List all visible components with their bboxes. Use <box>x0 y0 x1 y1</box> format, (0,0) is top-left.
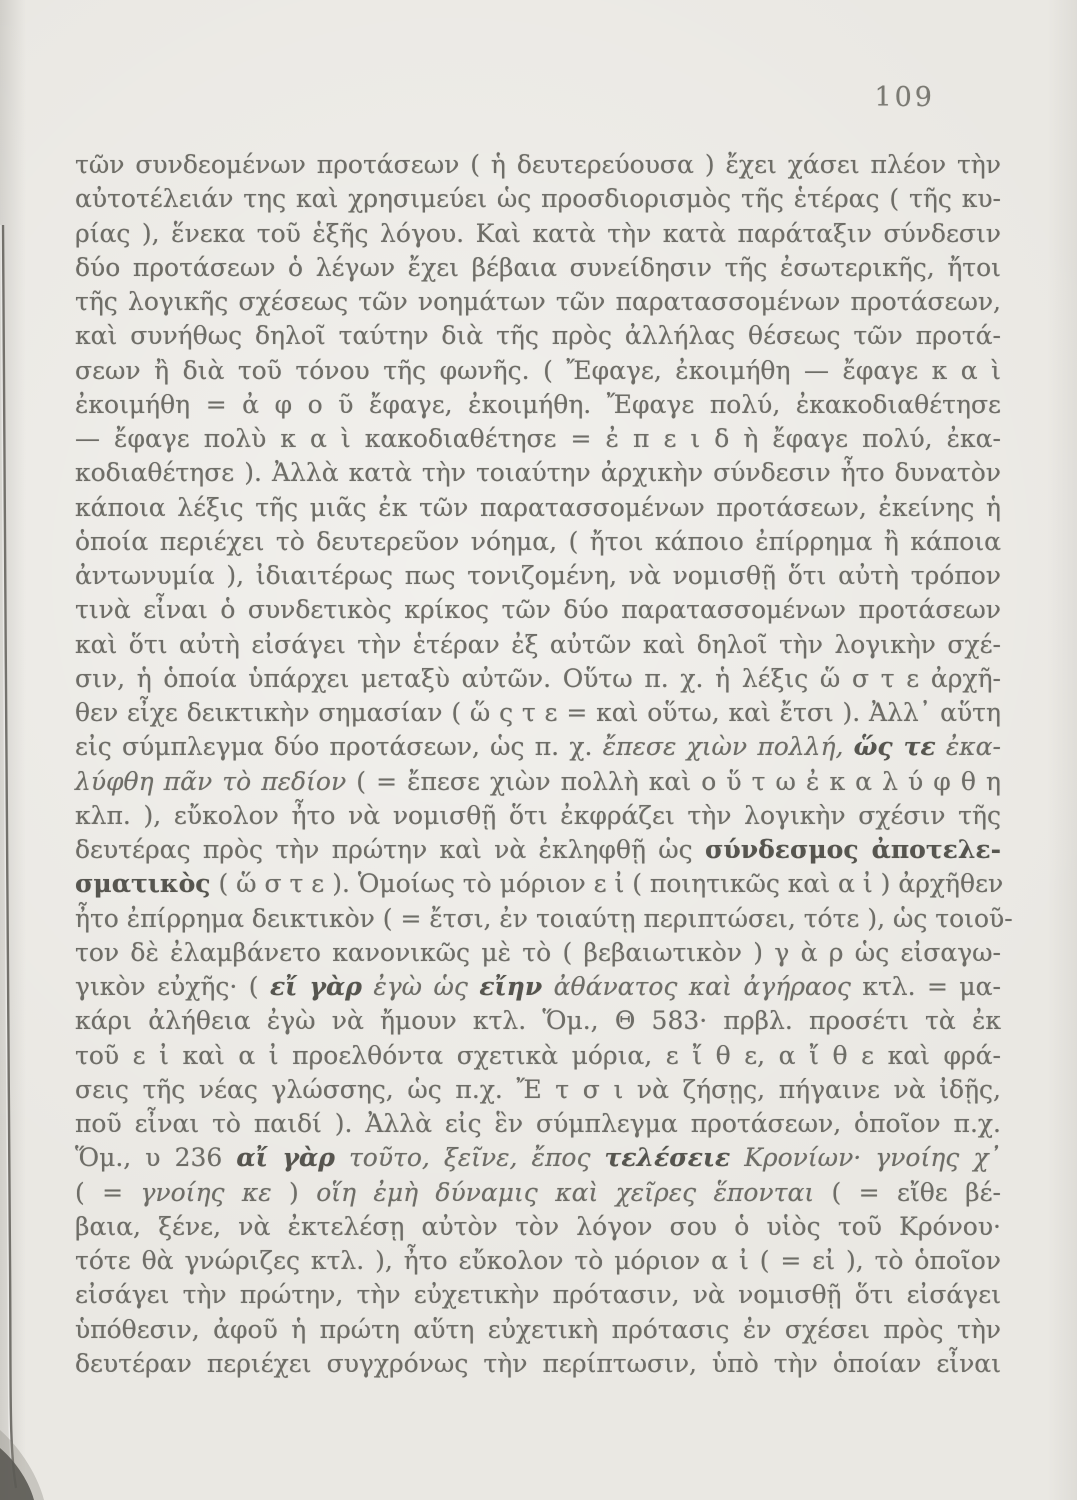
text-run: ( = εἴθε βέ- <box>814 1177 1001 1207</box>
text-run-bi: εἴ γὰρ <box>269 972 362 1001</box>
text-line <box>75 1004 1001 1038</box>
text-line <box>75 354 1001 388</box>
text-line <box>75 628 1001 662</box>
text-line <box>75 799 1001 833</box>
text-line <box>75 1244 1001 1278</box>
text-run: ( ὥ σ τ ε ). Ὁμοίως τὸ μόριον ε ἰ ( ποιητικῶς καὶ α ἰ ) ἀρχῆθεν <box>210 869 1004 899</box>
text-run-i: οἵη ἐμὴ δύναμις καὶ χεῖρες ἕπονται <box>316 1177 815 1207</box>
text-run: Ὅμ., υ 236 <box>75 1143 237 1173</box>
text-line <box>75 593 1001 627</box>
text-run: τινὰ εἶναι ὁ συνδετικὸς κρίκος τῶν δύο παρατασσομένων προτάσεων <box>75 595 1001 625</box>
text-run: ( = ἔπεσε χιὼν πολλὴ καὶ ο ὕ τ ω ἐ κ α λ ύ φ θ η <box>356 766 1001 796</box>
text-run: ἐκοιμήθη = ἀ φ ο ῦ ἔφαγε, ἐκοιμήθη. Ἔφαγε πολύ, ἐκακοδιαθέτησε <box>75 389 1001 419</box>
text-run: ) <box>271 1177 317 1207</box>
page-corner-shadow <box>0 1448 34 1500</box>
text-run-bi: τελέσειε <box>604 1143 731 1173</box>
text-run: ὁποία περιέχει τὸ δευτερεῦον νόημα, ( ἤτοι κάποιο ἐπίρρημα ἢ κάποια <box>75 526 1001 556</box>
text-run-i: λύφθη πᾶν τὸ πεδίον <box>75 766 357 796</box>
text-run-i: Κρονίων· γνοίης χ᾽ <box>730 1143 1001 1173</box>
text-line <box>75 182 1001 216</box>
text-line <box>75 491 1001 525</box>
text-run: κτλ. = μα- <box>850 972 1001 1001</box>
text-run-i: ἀθάνατος καὶ ἀγήραος <box>542 972 851 1001</box>
text-line <box>75 217 1001 251</box>
text-line <box>75 662 1001 696</box>
text-run: γικὸν εὐχῆς· ( <box>75 972 270 1001</box>
text-run-i: ἐκα- <box>935 732 1001 762</box>
page-corner-shadow-halo <box>0 1430 44 1500</box>
text-run: αὐτοτέλειάν της καὶ χρησιμεύει ὡς προσδιορισμὸς τῆς ἑτέρας ( τῆς κυ- <box>75 184 1001 214</box>
text-line <box>75 1073 1001 1107</box>
text-run: σεις τῆς νέας γλώσσης, ὡς π.χ. Ἔ τ σ ι νὰ ζήσῃς, πήγαινε νὰ ἰδῇς, <box>75 1074 1001 1104</box>
text-line <box>75 936 1001 970</box>
text-line <box>75 285 1001 319</box>
text-line <box>75 1141 1001 1175</box>
text-line <box>75 525 1001 559</box>
text-run-bi: εἴην <box>479 972 543 1001</box>
text-line <box>75 319 1001 353</box>
text-run: τοῦ ε ἰ καὶ α ἰ προελθόντα σχετικὰ μόρια, ε ἴ θ ε, α ἴ θ ε καὶ φρά- <box>75 1040 1001 1070</box>
text-line <box>75 388 1001 422</box>
text-run-i: ἔπεσε χιὼν πολλή, <box>602 732 854 762</box>
text-line <box>75 833 1001 867</box>
text-run: τότε θὰ γνώριζες κτλ. ), ἦτο εὔκολον τὸ μόριον α ἰ ( = εἰ ), τὸ ὁποῖον <box>75 1246 1001 1275</box>
text-run-b: σύνδεσμος ἀποτελε- <box>704 835 1001 864</box>
text-line <box>75 251 1001 285</box>
text-line <box>75 456 1001 490</box>
text-line <box>75 730 1001 764</box>
text-line <box>75 148 1001 182</box>
text-run: ἦτο ἐπίρρημα δεικτικὸν ( = ἔτσι, ἐν τοιαύτῃ περιπτώσει, τότε ), ὡς τοιοῦ- <box>75 903 1013 933</box>
text-run: βαια, ξένε, νὰ ἐκτελέσῃ αὐτὸν τὸν λόγον σου ὁ υἱὸς τοῦ Κρόνου· <box>75 1211 1001 1241</box>
text-line <box>75 867 1004 901</box>
text-run: τον δὲ ἐλαμβάνετο κανονικῶς μὲ τὸ ( βεβαιωτικὸν ) γ ὰ ρ ὡς εἰσαγω- <box>75 937 1001 967</box>
text-run: ποῦ εἶναι τὸ παιδί ). Ἀλλὰ εἰς ἓν σύμπλεγμα προτάσεων, ὁποῖον π.χ. <box>75 1109 1001 1138</box>
text-line <box>75 1107 1001 1141</box>
text-run-bi: ὥς τε <box>853 732 936 762</box>
text-line <box>75 1210 1001 1244</box>
text-run: εἰσάγει τὴν πρώτην, τὴν εὐχετικὴν πρότασιν, νὰ νομισθῇ ὅτι εἰσάγει <box>75 1280 1001 1310</box>
text-run: κλπ. ), εὔκολον ἦτο νὰ νομισθῇ ὅτι ἐκφράζει τὴν λογικὴν σχέσιν τῆς <box>75 800 1001 830</box>
text-line <box>75 696 1001 730</box>
text-run-i: τοῦτο, ξεῖνε, ἔπος <box>334 1143 605 1173</box>
text-run: — ἔφαγε πολὺ κ α ὶ κακοδιαθέτησε = ἐ π ε ι δ ὴ ἔφαγε πολύ, ἐκα- <box>75 424 1001 453</box>
text-run: δύο προτάσεων ὁ λέγων ἔχει βέβαια συνείδησιν τῆς ἐσωτερικῆς, ἤτοι <box>75 252 1001 282</box>
text-run: δευτέραν περιέχει συγχρόνως τὴν περίπτωσιν, ὑπὸ τὴν ὁποίαν εἶναι <box>75 1348 1001 1378</box>
text-line <box>75 1176 1001 1210</box>
text-run: κάποια λέξις τῆς μιᾶς ἐκ τῶν παρατασσομένων προτάσεων, ἐκείνης ἡ <box>75 492 1001 522</box>
text-line <box>75 1347 1001 1381</box>
text-run: τῶν συνδεομένων προτάσεων ( ἡ δευτερεύουσα ) ἔχει χάσει πλέον τὴν <box>75 150 1001 179</box>
text-block <box>75 148 1013 1381</box>
text-run: ρίας ), ἕνεκα τοῦ ἑξῆς λόγου. Καὶ κατὰ τὴν κατὰ παράταξιν σύνδεσιν <box>75 218 1001 248</box>
text-run-i: γνοίης κε <box>140 1177 272 1207</box>
text-line <box>75 765 1001 799</box>
text-run: ἀντωνυμία ), ἰδιαιτέρως πως τονιζομένη, νὰ νομισθῇ ὅτι αὐτὴ τρόπον <box>75 561 1001 590</box>
text-line <box>75 1313 1001 1347</box>
text-line <box>75 559 1001 593</box>
page-number: 109 <box>874 82 935 113</box>
text-run: εἰς σύμπλεγμα δύο προτάσεων, ὡς π. χ. <box>75 732 603 762</box>
text-run: κοδιαθέτησε ). Ἀλλὰ κατὰ τὴν τοιαύτην ἀρχικὴν σύνδεσιν ἦτο δυνατὸν <box>75 458 1001 488</box>
text-run: ( = <box>75 1177 141 1207</box>
text-line <box>75 1039 1001 1073</box>
text-run: καὶ συνήθως δηλοῖ ταύτην διὰ τῆς πρὸς ἀλλήλας θέσεως τῶν προτά- <box>75 321 1001 351</box>
text-run: κάρι ἀλήθεια ἐγὼ νὰ ἤμουν κτλ. Ὅμ., Θ 583· πρβλ. προσέτι τὰ ἐκ <box>75 1006 1001 1036</box>
text-run: δευτέρας πρὸς τὴν πρώτην καὶ νὰ ἐκληφθῇ ὡς <box>75 835 705 864</box>
text-line <box>75 902 1013 936</box>
text-line <box>75 422 1001 456</box>
text-run: καὶ ὅτι αὐτὴ εἰσάγει τὴν ἑτέραν ἐξ αὐτῶν καὶ δηλοῖ τὴν λογικὴν σχέ- <box>75 629 1001 659</box>
text-run: σιν, ἡ ὁποία ὑπάρχει μεταξὺ αὐτῶν. Οὕτω π. χ. ἡ λέξις ὥ σ τ ε ἀρχῆ- <box>75 663 1001 693</box>
page-edge-line <box>3 225 16 1488</box>
text-run: τῆς λογικῆς σχέσεως τῶν νοημάτων τῶν παρατασσομένων προτάσεων, <box>75 287 1001 316</box>
text-line <box>75 970 1001 1004</box>
page-edge-highlight <box>1 225 14 1488</box>
text-run-b: σματικὸς <box>75 869 211 899</box>
text-run: σεων ἢ διὰ τοῦ τόνου τῆς φωνῆς. ( Ἔφαγε, ἐκοιμήθη — ἔφαγε κ α ὶ <box>75 355 1001 385</box>
text-run-i: ἐγὼ ὡς <box>361 972 480 1001</box>
text-line <box>75 1278 1001 1312</box>
scan-binding-edge <box>0 0 70 1500</box>
text-run: θεν εἶχε δεικτικὴν σημασίαν ( ὥ ς τ ε = καὶ οὕτω, καὶ ἔτσι ). Ἀλλ᾽ αὕτη <box>75 698 1001 727</box>
text-run: ὑπόθεσιν, ἀφοῦ ἡ πρώτη αὕτη εὐχετικὴ πρότασις ἐν σχέσει πρὸς τὴν <box>75 1314 1001 1344</box>
text-run-bi: αἴ γὰρ <box>236 1143 335 1173</box>
